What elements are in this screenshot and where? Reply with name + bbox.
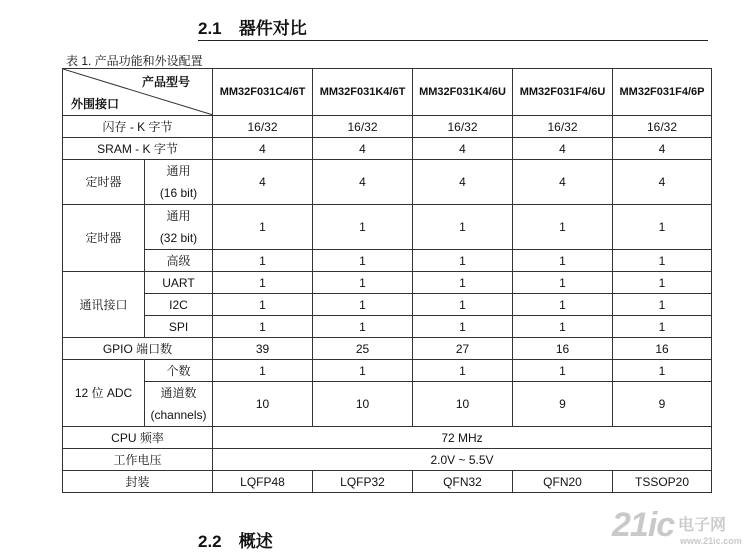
table-cell: 16/32 [513,116,613,138]
model-header: MM32F031F4/6U [513,69,613,116]
table-row-package [63,471,712,493]
table-cell: 1 [513,205,613,250]
table-row-timer-32bit [63,205,712,250]
table-cell: 1 [213,316,313,338]
table-cell: 1 [513,294,613,316]
table-header-row [63,69,712,116]
watermark-cn: 电子网 [678,517,727,534]
table-cell: QFN20 [513,471,613,493]
table-cell: 1 [213,272,313,294]
table-row-spi [63,316,712,338]
table-cell: 16/32 [313,116,413,138]
table-cell: 1 [513,250,613,272]
row-label: SRAM - K 字节 [63,138,213,160]
sublabel-line: 通用 [166,209,191,223]
row-label: 封装 [63,471,213,493]
table-cell: 1 [313,272,413,294]
table-row-i2c [63,294,712,316]
section-number: 2.2 [198,532,222,551]
watermark-logo: 21ic [612,506,675,544]
table-cell: LQFP32 [313,471,413,493]
row-label: 闪存 - K 字节 [63,116,213,138]
table-row-voltage [63,449,712,471]
model-header: MM32F031C4/6T [213,69,313,116]
heading-rule [198,40,708,41]
sublabel-line: 通用 [166,164,191,178]
row-sublabel [145,160,213,205]
table-cell: 1 [313,360,413,382]
table-row-cpu [63,427,712,449]
table-cell: 1 [213,360,313,382]
merged-cell: 72 MHz [213,427,712,449]
row-label: CPU 频率 [63,427,213,449]
table-cell: 1 [313,205,413,250]
table-cell: 16 [513,338,613,360]
diagonal-header-cell [63,69,213,116]
section-title: 器件对比 [238,19,307,38]
table-cell: 4 [513,160,613,205]
sublabel-line: 通道数 [160,386,197,400]
model-header: MM32F031K4/6U [413,69,513,116]
table-row-flash [63,116,712,138]
table-cell: 1 [513,360,613,382]
table-row-gpio [63,338,712,360]
sublabel-line: (16 bit) [159,186,198,200]
table-cell: 1 [613,250,712,272]
table-cell: 16/32 [613,116,712,138]
table-caption: 表 1. 产品功能和外设配置 [66,54,203,68]
table-cell: 16/32 [413,116,513,138]
row-sublabel [145,382,213,427]
section-heading-2-2 [198,527,273,552]
table-cell: 1 [413,250,513,272]
table-cell: 9 [613,382,712,427]
section-number: 2.1 [198,19,222,38]
table-cell: 1 [413,272,513,294]
table-row-timer-16bit [63,160,712,205]
row-label: 工作电压 [63,449,213,471]
sublabel-line: (channels) [150,408,207,422]
table-cell: 1 [613,360,712,382]
row-group-label: 定时器 [63,160,145,205]
table-cell: 1 [213,205,313,250]
table-cell: 4 [413,160,513,205]
table-cell: 1 [413,360,513,382]
row-sublabel: 高级 [145,250,213,272]
model-header: MM32F031F4/6P [613,69,712,116]
table-cell: 1 [613,205,712,250]
merged-cell: 2.0V ~ 5.5V [213,449,712,471]
table-cell: 16 [613,338,712,360]
table-cell: QFN32 [413,471,513,493]
table-cell: TSSOP20 [613,471,712,493]
table-cell: 1 [213,250,313,272]
row-sublabel: SPI [145,316,213,338]
model-header: MM32F031K4/6T [313,69,413,116]
corner-label-peripherals: 外围接口 [71,97,120,111]
table-cell: 1 [313,316,413,338]
table-cell: 1 [613,316,712,338]
table-cell: 1 [513,272,613,294]
table-cell: 1 [613,272,712,294]
table-cell: 1 [413,316,513,338]
table-cell: 39 [213,338,313,360]
table-cell: 4 [213,138,313,160]
table-cell: 4 [413,138,513,160]
table-row-sram [63,138,712,160]
device-comparison-table [62,68,712,493]
row-sublabel [145,205,213,250]
sublabel-line: (32 bit) [159,231,198,245]
table-cell: 4 [213,160,313,205]
table-cell: 10 [413,382,513,427]
section-title: 概述 [238,532,273,551]
row-group-label: 12 位 ADC [63,360,145,427]
table-cell: 1 [613,294,712,316]
table-row-adc-channels [63,382,712,427]
row-sublabel: UART [145,272,213,294]
corner-label-models: 产品型号 [141,75,190,89]
table-cell: 4 [313,160,413,205]
table-cell: 1 [513,316,613,338]
table-cell: 1 [313,294,413,316]
row-sublabel: I2C [145,294,213,316]
section-heading-2-1 [198,14,307,39]
table-cell: 16/32 [213,116,313,138]
table-cell: 9 [513,382,613,427]
table-cell: 1 [413,294,513,316]
row-sublabel: 个数 [145,360,213,382]
row-group-label: 通讯接口 [63,272,145,338]
table-cell: 1 [413,205,513,250]
table-cell: 1 [313,250,413,272]
table-cell: 4 [613,138,712,160]
watermark-url: www.21ic.com [680,536,742,546]
table-cell: 10 [213,382,313,427]
table-row-adc-count [63,360,712,382]
table-row-uart [63,272,712,294]
table-cell: 27 [413,338,513,360]
table-cell: 1 [213,294,313,316]
table-cell: 4 [613,160,712,205]
table-cell: 4 [513,138,613,160]
row-group-label: 定时器 [63,205,145,272]
table-cell: 10 [313,382,413,427]
table-cell: 4 [313,138,413,160]
table-row-timer-advanced [63,250,712,272]
table-cell: LQFP48 [213,471,313,493]
table-cell: 25 [313,338,413,360]
row-label: GPIO 端口数 [63,338,213,360]
